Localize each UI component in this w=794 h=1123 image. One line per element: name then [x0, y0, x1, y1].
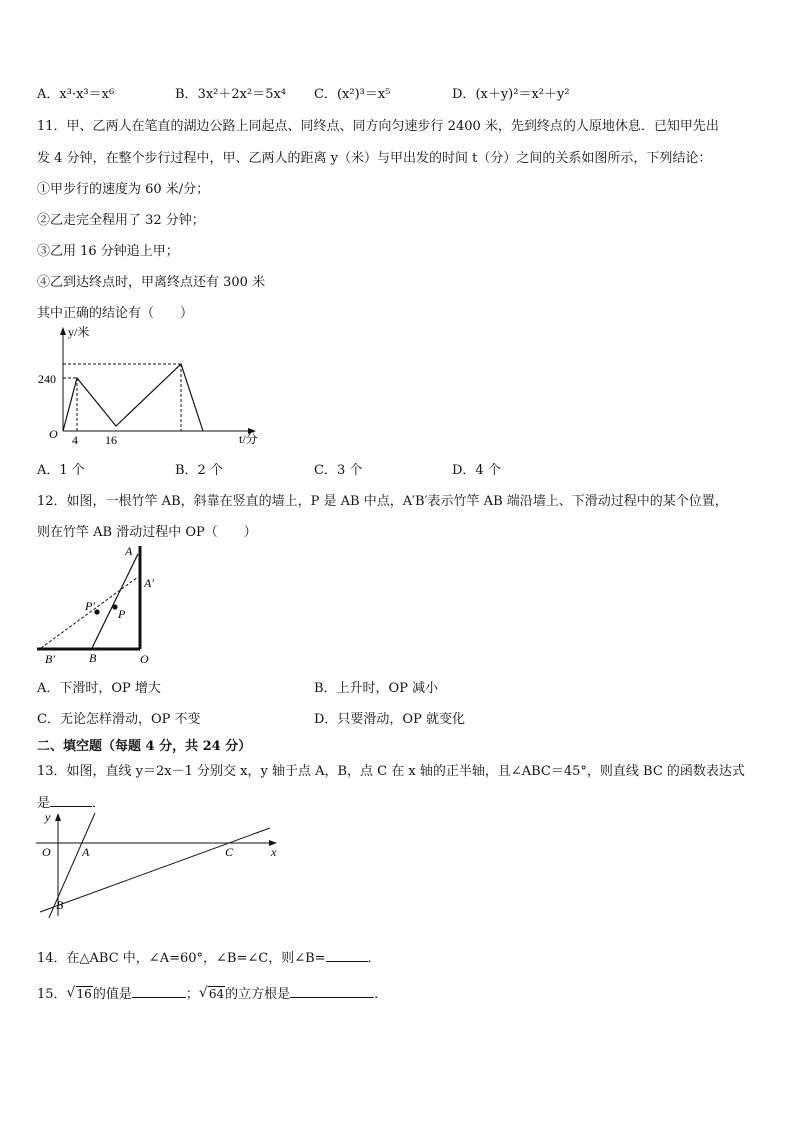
label-p: P — [118, 607, 126, 621]
distance-line — [63, 364, 203, 431]
label-a: A — [82, 845, 90, 859]
q11-conclusion-4: ④乙到达终点时，甲离终点还有 300 米 — [37, 275, 266, 290]
q10-option-d: D．(x＋y)²＝x²＋y² — [452, 87, 570, 102]
q10-option-c: C．(x²)³＝x⁵ — [314, 87, 391, 102]
x-axis-label: t/分 — [239, 432, 258, 446]
label-a-prime: A′ — [144, 576, 154, 590]
label-c: C — [225, 845, 234, 859]
q10-option-a: A．x³·x³＝x⁶ — [37, 87, 115, 102]
origin-label: O — [49, 427, 58, 441]
label-y: y — [45, 810, 51, 824]
q14-answer-blank[interactable] — [326, 949, 368, 962]
q11-option-a: A．1 个 — [37, 463, 85, 478]
label-b: B — [89, 651, 97, 665]
q15-stem: 15． √ 16的值是 ； √ 64的立方根是 . — [37, 985, 379, 1002]
q15-answer-blank-1[interactable] — [132, 985, 186, 998]
q11-question: 其中正确的结论有（ ） — [37, 306, 194, 321]
q15-answer-blank-2[interactable] — [290, 985, 374, 998]
q14-stem: 14．在△ABC 中，∠A=60°，∠B=∠C，则∠B= ． — [37, 951, 381, 966]
point-p-prime — [94, 609, 99, 614]
label-b-prime: B′ — [45, 652, 55, 666]
q13-stem-line1: 13．如图，直线 y＝2x－1 分别交 x，y 轴于点 A，B，点 C 在 x 轴的正半轴，且∠ABC＝45°，则直线 BC 的函数表达式 — [37, 764, 745, 779]
y-axis-arrow — [60, 327, 66, 335]
label-a: A — [125, 544, 133, 558]
sqrt-64: √ 64 — [198, 985, 225, 1001]
q11-option-b: B．2 个 — [175, 463, 223, 478]
q11-conclusion-2: ②乙走完全程用了 32 分钟； — [37, 213, 205, 228]
label-x: x — [271, 845, 277, 859]
pole-ab — [92, 554, 138, 648]
q13-stem-line2: 是 ． — [37, 796, 106, 811]
x-tick-16: 16 — [105, 433, 117, 447]
q11-distance-time-graph — [30, 322, 270, 450]
sqrt-16: √ 16 — [66, 985, 92, 1001]
y-axis-arrow — [55, 813, 61, 821]
q13-coordinate-figure — [36, 808, 281, 918]
y-tick-240: 240 — [38, 372, 56, 386]
q12-option-d: D．只要滑动，OP 就变化 — [314, 712, 465, 727]
q10-option-b: B．3x²＋2x²＝5x⁴ — [175, 87, 287, 102]
q13-answer-blank[interactable] — [50, 794, 92, 807]
x-tick-4: 4 — [72, 433, 78, 447]
q11-option-c: C．3 个 — [314, 463, 363, 478]
q12-option-c: C．无论怎样滑动，OP 不变 — [37, 712, 201, 727]
y-axis-label: y/米 — [68, 325, 90, 339]
point-p — [112, 604, 117, 609]
q11-stem-line2: 发 4 分钟，在整个步行过程中，甲、乙两人的距离 y（米）与甲出发的时间 t（分）之间的关系如图所示，下列结论： — [37, 151, 712, 166]
label-o: O — [140, 652, 149, 666]
q12-ladder-figure — [33, 540, 163, 670]
q11-option-d: D．4 个 — [452, 463, 501, 478]
section-2-heading: 二、填空题（每题 4 分，共 24 分） — [37, 739, 252, 754]
q12-stem-line2: 则在竹竿 AB 滑动过程中 OP（ ） — [37, 525, 257, 540]
label-o: O — [42, 845, 51, 859]
q11-conclusion-3: ③乙用 16 分钟追上甲； — [37, 244, 179, 259]
label-b: B — [56, 898, 64, 912]
q12-stem-line1: 12．如图，一根竹竿 AB，斜靠在竖直的墙上，P 是 AB 中点，A′B′表示竹竿 AB 端沿墙上、下滑动过程中的某个位置， — [37, 494, 728, 509]
label-p-prime: P′ — [85, 599, 95, 613]
line-bc — [40, 828, 270, 912]
q11-stem-line1: 11．甲、乙两人在笔直的湖边公路上同起点、同终点、同方向匀速步行 2400 米，先到终点的人原地休息．已知甲先出 — [37, 119, 719, 134]
q12-option-a: A．下滑时，OP 增大 — [37, 681, 161, 696]
q12-option-b: B．上升时，OP 减小 — [314, 681, 439, 696]
q11-conclusion-1: ①甲步行的速度为 60 米/分； — [37, 182, 210, 197]
